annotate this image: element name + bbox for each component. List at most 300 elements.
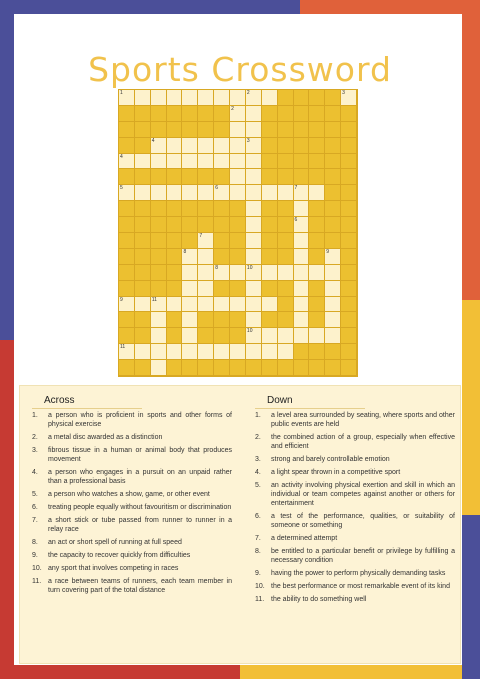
grid-cell <box>151 217 167 233</box>
grid-cell[interactable] <box>262 185 278 201</box>
across-clue-list <box>32 411 232 595</box>
grid-cell <box>262 106 278 122</box>
grid-cell <box>309 154 325 170</box>
grid-cell <box>119 122 135 138</box>
grid-cell <box>230 328 246 344</box>
frame-blue-top <box>0 0 300 14</box>
grid-cell[interactable] <box>246 138 262 154</box>
grid-cell[interactable] <box>246 154 262 170</box>
frame-orange-right <box>462 0 480 300</box>
grid-cell[interactable] <box>246 328 262 344</box>
grid-cell <box>309 249 325 265</box>
grid-cell <box>294 90 310 106</box>
grid-cell-number: 1 <box>120 90 123 96</box>
grid-cell[interactable] <box>135 90 151 106</box>
grid-cell[interactable] <box>214 138 230 154</box>
grid-cell <box>278 201 294 217</box>
grid-cell <box>262 154 278 170</box>
grid-cell[interactable] <box>198 233 214 249</box>
grid-cell[interactable] <box>294 233 310 249</box>
grid-cell <box>325 154 341 170</box>
across-clue-text: a person who engages in a pursuit on an unpaid rather than a professional basis <box>48 469 232 485</box>
grid-cell <box>135 201 151 217</box>
grid-cell[interactable] <box>262 297 278 313</box>
grid-cell <box>135 169 151 185</box>
grid-cell[interactable] <box>230 297 246 313</box>
grid-cell[interactable] <box>230 90 246 106</box>
grid-cell-number: 3 <box>246 137 250 144</box>
grid-cell <box>182 122 198 138</box>
grid-cell[interactable] <box>325 328 341 344</box>
grid-cell[interactable] <box>294 249 310 265</box>
grid-cell-number: 8 <box>215 264 218 271</box>
grid-cell[interactable] <box>309 265 325 281</box>
down-clue <box>255 582 455 591</box>
grid-cell[interactable] <box>230 169 246 185</box>
grid-cell[interactable] <box>167 138 183 154</box>
grid-cell[interactable] <box>151 328 167 344</box>
across-clue-number: 10. <box>32 565 42 572</box>
grid-cell <box>151 106 167 122</box>
grid-cell[interactable] <box>230 185 246 201</box>
grid-cell[interactable] <box>294 201 310 217</box>
grid-cell[interactable] <box>262 328 278 344</box>
grid-cell[interactable] <box>151 90 167 106</box>
grid-cell <box>119 312 135 328</box>
grid-cell <box>341 297 357 313</box>
down-clue-number: 8. <box>255 548 261 555</box>
down-clue-text: a level area surrounded by seating, where sports and other public events are held <box>271 412 455 428</box>
grid-cell <box>262 360 278 376</box>
grid-cell[interactable] <box>151 344 167 360</box>
grid-cell[interactable] <box>151 138 167 154</box>
grid-cell <box>135 138 151 154</box>
across-clue-number: 4. <box>32 469 38 476</box>
grid-cell[interactable] <box>214 265 230 281</box>
grid-cell[interactable] <box>246 217 262 233</box>
grid-cell <box>341 233 357 249</box>
grid-cell[interactable] <box>119 154 135 170</box>
grid-cell[interactable] <box>294 312 310 328</box>
frame-yellow-bottom <box>240 665 462 679</box>
grid-cell <box>167 312 183 328</box>
grid-cell <box>262 233 278 249</box>
grid-cell[interactable] <box>182 281 198 297</box>
grid-cell <box>294 360 310 376</box>
grid-cell[interactable] <box>119 297 135 313</box>
grid-cell[interactable] <box>135 344 151 360</box>
grid-cell[interactable] <box>294 328 310 344</box>
across-clue-number: 1. <box>32 412 38 419</box>
grid-cell[interactable] <box>230 265 246 281</box>
grid-cell <box>294 154 310 170</box>
down-clue <box>255 569 455 578</box>
grid-cell <box>341 154 357 170</box>
across-clue-number: 7. <box>32 517 38 524</box>
grid-cell <box>278 122 294 138</box>
grid-cell[interactable] <box>278 185 294 201</box>
grid-cell <box>135 281 151 297</box>
across-clue-text: any sport that involves competing in races <box>48 565 179 572</box>
grid-cell[interactable] <box>246 249 262 265</box>
grid-cell[interactable] <box>182 154 198 170</box>
grid-cell[interactable] <box>214 344 230 360</box>
grid-cell <box>341 344 357 360</box>
grid-cell[interactable] <box>246 344 262 360</box>
grid-cell-number: 6 <box>294 217 298 224</box>
grid-cell <box>230 233 246 249</box>
grid-cell <box>325 217 341 233</box>
grid-cell <box>325 122 341 138</box>
grid-cell <box>214 233 230 249</box>
grid-cell[interactable] <box>325 281 341 297</box>
down-clue-list <box>255 411 455 604</box>
grid-cell <box>278 169 294 185</box>
grid-cell <box>230 201 246 217</box>
grid-cell[interactable] <box>135 297 151 313</box>
down-clue-text: the ability to do something well <box>271 596 367 603</box>
grid-cell <box>214 106 230 122</box>
frame-red-bottom <box>0 665 240 679</box>
grid-cell <box>198 106 214 122</box>
grid-cell <box>151 122 167 138</box>
grid-cell[interactable] <box>198 185 214 201</box>
across-clue <box>32 411 232 429</box>
grid-cell <box>325 185 341 201</box>
grid-cell <box>198 360 214 376</box>
across-clue-text: a person who watches a show, game, or other event <box>48 491 210 498</box>
grid-cell-number: 10 <box>246 328 253 335</box>
grid-cell <box>341 249 357 265</box>
grid-cell <box>167 106 183 122</box>
grid-cell <box>135 249 151 265</box>
across-clue <box>32 564 232 573</box>
grid-cell <box>119 217 135 233</box>
grid-cell[interactable] <box>198 90 214 106</box>
grid-cell <box>167 328 183 344</box>
grid-cell <box>214 312 230 328</box>
grid-cell <box>167 122 183 138</box>
grid-cell <box>135 312 151 328</box>
frame-blue-right <box>462 515 480 679</box>
grid-cell[interactable] <box>151 154 167 170</box>
grid-cell <box>230 281 246 297</box>
grid-cell[interactable] <box>135 185 151 201</box>
grid-cell[interactable] <box>278 328 294 344</box>
down-clue-number: 7. <box>255 535 261 542</box>
grid-cell <box>278 281 294 297</box>
grid-cell[interactable] <box>135 154 151 170</box>
crossword-grid <box>118 89 358 377</box>
grid-cell[interactable] <box>294 297 310 313</box>
grid-cell[interactable] <box>246 281 262 297</box>
down-clue-text: strong and barely controllable emotion <box>271 456 390 463</box>
down-clue <box>255 433 455 451</box>
grid-cell[interactable] <box>262 265 278 281</box>
grid-cell <box>309 360 325 376</box>
grid-cell[interactable] <box>182 249 198 265</box>
grid-cell-number: 11 <box>151 296 157 303</box>
grid-cell <box>182 233 198 249</box>
grid-cell[interactable] <box>341 90 357 106</box>
grid-cell[interactable] <box>182 312 198 328</box>
down-clue <box>255 512 455 530</box>
grid-cell <box>119 360 135 376</box>
grid-cell[interactable] <box>325 265 341 281</box>
grid-cell <box>182 217 198 233</box>
grid-cell[interactable] <box>182 90 198 106</box>
grid-cell[interactable] <box>246 90 262 106</box>
down-clue-number: 2. <box>255 434 261 441</box>
grid-cell[interactable] <box>151 185 167 201</box>
grid-cell[interactable] <box>325 312 341 328</box>
down-clue-text: an activity involving physical exertion and skill in which an individual or team competes against another or others for entertainment <box>271 482 455 507</box>
frame-orange-top <box>300 0 480 14</box>
grid-cell <box>262 217 278 233</box>
grid-cell <box>278 297 294 313</box>
grid-cell <box>167 265 183 281</box>
grid-cell <box>167 233 183 249</box>
grid-cell <box>135 106 151 122</box>
across-clue-text: a race between teams of runners, each team member in turn covering part of the total distance <box>48 578 232 594</box>
down-clue-number: 6. <box>255 513 261 520</box>
grid-cell <box>278 249 294 265</box>
grid-cell <box>341 312 357 328</box>
grid-cell[interactable] <box>309 328 325 344</box>
grid-cell <box>246 360 262 376</box>
grid-cell[interactable] <box>198 265 214 281</box>
grid-cell[interactable] <box>182 297 198 313</box>
grid-cell <box>309 217 325 233</box>
grid-cell <box>230 360 246 376</box>
grid-cell[interactable] <box>278 344 294 360</box>
grid-cell <box>119 233 135 249</box>
down-clue-number: 3. <box>255 456 261 463</box>
grid-cell-number: 4 <box>120 153 123 160</box>
grid-cell-number: 7 <box>199 233 203 239</box>
grid-cell <box>262 169 278 185</box>
grid-cell <box>135 360 151 376</box>
grid-cell[interactable] <box>294 217 310 233</box>
grid-cell[interactable] <box>246 297 262 313</box>
grid-cell[interactable] <box>167 90 183 106</box>
grid-cell <box>278 360 294 376</box>
across-clue <box>32 538 232 547</box>
grid-cell <box>278 138 294 154</box>
grid-cell <box>341 328 357 344</box>
grid-cell <box>341 265 357 281</box>
grid-cell-number: 3 <box>342 90 345 96</box>
grid-cell <box>262 249 278 265</box>
grid-cell <box>341 217 357 233</box>
grid-cell[interactable] <box>230 154 246 170</box>
grid-cell <box>278 217 294 233</box>
down-clue-text: having the power to perform physically demanding tasks <box>271 570 446 577</box>
grid-cell <box>309 281 325 297</box>
clues-panel <box>19 385 461 664</box>
grid-cell-number: 9 <box>120 296 123 303</box>
grid-cell <box>294 344 310 360</box>
grid-cell[interactable] <box>246 265 262 281</box>
grid-cell <box>230 249 246 265</box>
grid-cell[interactable] <box>182 265 198 281</box>
across-clue-number: 9. <box>32 552 38 559</box>
grid-cell[interactable] <box>230 122 246 138</box>
grid-cell[interactable] <box>214 297 230 313</box>
grid-cell[interactable] <box>325 297 341 313</box>
grid-cell <box>278 233 294 249</box>
down-clue-text: a light spear thrown in a competitive sport <box>271 469 401 476</box>
grid-cell[interactable] <box>230 344 246 360</box>
grid-cell <box>214 201 230 217</box>
across-clue <box>32 503 232 512</box>
grid-cell <box>294 106 310 122</box>
grid-cell <box>309 233 325 249</box>
grid-cell[interactable] <box>198 281 214 297</box>
grid-cell <box>341 281 357 297</box>
across-clue-number: 11. <box>32 578 42 585</box>
across-clue <box>32 433 232 442</box>
grid-cell <box>309 106 325 122</box>
grid-cell[interactable] <box>151 312 167 328</box>
grid-cell <box>135 233 151 249</box>
grid-cell <box>214 249 230 265</box>
grid-cell <box>119 169 135 185</box>
grid-cell[interactable] <box>214 185 230 201</box>
grid-cell <box>151 233 167 249</box>
grid-cell[interactable] <box>246 169 262 185</box>
grid-cell-number: 2 <box>231 105 234 112</box>
down-clue <box>255 468 455 477</box>
grid-cell <box>341 122 357 138</box>
grid-cell[interactable] <box>309 185 325 201</box>
down-clue <box>255 481 455 508</box>
grid-cell <box>214 122 230 138</box>
grid-cell[interactable] <box>246 122 262 138</box>
grid-cell <box>151 201 167 217</box>
grid-cell[interactable] <box>246 233 262 249</box>
down-clue-number: 11. <box>255 596 265 603</box>
grid-cell[interactable] <box>294 265 310 281</box>
grid-cell <box>198 201 214 217</box>
grid-cell <box>278 312 294 328</box>
grid-cell[interactable] <box>119 90 135 106</box>
grid-cell[interactable] <box>167 154 183 170</box>
grid-cell[interactable] <box>182 344 198 360</box>
grid-cell <box>278 154 294 170</box>
grid-cell <box>119 281 135 297</box>
grid-cell <box>214 360 230 376</box>
grid-cell <box>214 328 230 344</box>
grid-cell[interactable] <box>167 344 183 360</box>
grid-cell <box>325 360 341 376</box>
grid-cell[interactable] <box>167 185 183 201</box>
grid-cell[interactable] <box>198 249 214 265</box>
frame-yellow-right <box>462 300 480 515</box>
grid-cell[interactable] <box>325 249 341 265</box>
grid-cell[interactable] <box>246 201 262 217</box>
across-clue-number: 3. <box>32 447 38 454</box>
grid-cell <box>309 169 325 185</box>
grid-cell-number: 10 <box>246 264 253 271</box>
down-clue <box>255 455 455 464</box>
grid-cell <box>325 233 341 249</box>
grid-cell <box>119 138 135 154</box>
grid-cell <box>135 217 151 233</box>
across-clue <box>32 468 232 486</box>
grid-cell <box>167 201 183 217</box>
grid-cell[interactable] <box>198 138 214 154</box>
grid-cell[interactable] <box>167 297 183 313</box>
grid-cell[interactable] <box>182 328 198 344</box>
grid-cell-number: 9 <box>326 248 330 255</box>
grid-cell[interactable] <box>246 106 262 122</box>
across-clue-text: fibrous tissue in a human or animal body that produces movement <box>48 447 232 463</box>
grid-cell[interactable] <box>198 297 214 313</box>
grid-cell[interactable] <box>262 344 278 360</box>
grid-cell <box>214 281 230 297</box>
grid-cell[interactable] <box>198 154 214 170</box>
grid-cell-number: 4 <box>151 137 155 144</box>
grid-cell-number: 5 <box>120 185 123 192</box>
grid-cell[interactable] <box>182 138 198 154</box>
grid-cell <box>325 169 341 185</box>
grid-cell <box>341 201 357 217</box>
grid-cell <box>230 312 246 328</box>
grid-cell[interactable] <box>294 185 310 201</box>
grid-cell[interactable] <box>214 154 230 170</box>
grid-cell[interactable] <box>198 344 214 360</box>
grid-cell <box>151 249 167 265</box>
grid-cell-number: 7 <box>294 185 298 192</box>
grid-cell[interactable] <box>182 185 198 201</box>
grid-cell <box>167 360 183 376</box>
across-clue-text: treating people equally without favouritism or discrimination <box>48 504 232 511</box>
grid-cell[interactable] <box>119 344 135 360</box>
grid-cell-number: 2 <box>246 90 250 96</box>
grid-cell[interactable] <box>246 185 262 201</box>
down-clue <box>255 411 455 429</box>
grid-cell-number: 11 <box>120 344 126 351</box>
down-clue-number: 10. <box>255 583 265 590</box>
grid-cell <box>182 360 198 376</box>
grid-cell <box>262 122 278 138</box>
grid-cell <box>119 265 135 281</box>
down-clue-number: 5. <box>255 482 261 489</box>
across-clue-text: a metal disc awarded as a distinction <box>48 434 163 441</box>
down-clue-text: the combined action of a group, especially when effective and efficient <box>271 434 455 450</box>
grid-cell-number: 8 <box>183 248 187 255</box>
grid-cell[interactable] <box>230 138 246 154</box>
grid-cell <box>341 169 357 185</box>
down-clue-number: 9. <box>255 570 261 577</box>
grid-cell[interactable] <box>262 90 278 106</box>
grid-cell <box>135 265 151 281</box>
grid-cell <box>230 217 246 233</box>
grid-cell[interactable] <box>151 297 167 313</box>
grid-cell <box>294 169 310 185</box>
across-clue-number: 5. <box>32 491 38 498</box>
grid-cell <box>151 281 167 297</box>
grid-cell[interactable] <box>119 185 135 201</box>
grid-cell[interactable] <box>214 90 230 106</box>
grid-cell[interactable] <box>278 265 294 281</box>
grid-cell[interactable] <box>246 312 262 328</box>
grid-cell <box>135 122 151 138</box>
grid-cell[interactable] <box>151 360 167 376</box>
grid-cell[interactable] <box>230 106 246 122</box>
grid-cell[interactable] <box>294 281 310 297</box>
